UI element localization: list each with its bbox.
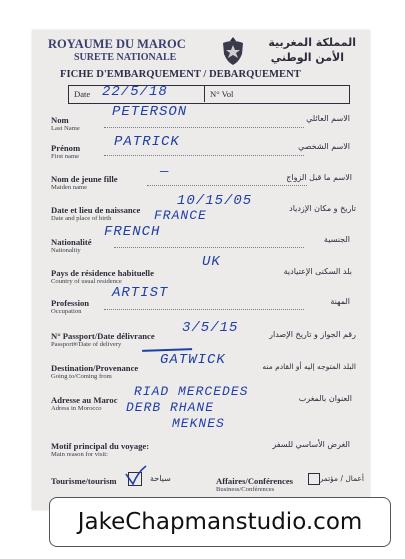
birth-sub: Date and place of birth	[51, 215, 112, 222]
residence-value[interactable]: UK	[202, 254, 221, 270]
surete-title-ar: الأمن الوطني	[270, 51, 344, 64]
prenom-value[interactable]: PATRICK	[114, 134, 180, 150]
address-line1[interactable]: RIAD MERCEDES	[134, 384, 249, 399]
nationality-value[interactable]: FRENCH	[104, 224, 161, 240]
residence-ar: بلد السكنى الإعتيادية	[283, 267, 352, 276]
motif-ar: الغرض الأساسي للسفر	[272, 440, 350, 449]
nom-ar: الاسم العائلي	[306, 114, 350, 123]
destination-label: Destination/Provenance	[51, 363, 139, 373]
motif-sub: Main reason for visit:	[51, 451, 108, 458]
destination-ar: البلد المتوجه إليه أو القادم منه	[262, 362, 356, 371]
profession-value[interactable]: ARTIST	[112, 285, 169, 301]
birth-label: Date et lieu de naissance	[51, 205, 141, 215]
nationality-ar: الجنسية	[323, 235, 350, 244]
maiden-ar: الاسم ما قبل الزواج	[286, 173, 352, 182]
nationality-sub: Nationality	[51, 247, 81, 254]
passport-label: N° Passport/Date délivrance	[51, 331, 155, 341]
coat-of-arms-icon	[220, 36, 246, 66]
birth-date-value[interactable]: 10/15/05	[177, 193, 253, 209]
profession-label: Profession	[51, 298, 90, 308]
business-label: Affaires/Conférences	[216, 476, 294, 486]
address-label: Adresse au Maroc	[51, 395, 118, 405]
form-title: FICHE D'EMBARQUEMENT / DEBARQUEMENT	[60, 69, 301, 80]
nationality-line	[114, 247, 304, 248]
nom-label: Nom	[51, 115, 69, 125]
passport-value[interactable]: 3/5/15	[182, 320, 239, 336]
kingdom-title: ROYAUME DU MAROC	[48, 37, 186, 51]
residence-sub: Country of usual residence	[51, 278, 122, 285]
prenom-line	[104, 155, 304, 156]
boarding-card	[32, 30, 370, 510]
residence-label: Pays de résidence habituelle	[51, 268, 154, 278]
profession-line	[104, 309, 304, 310]
address-line3[interactable]: MEKNES	[172, 416, 225, 431]
motif-label: Motif principal du voyage:	[51, 441, 150, 451]
address-ar: العنوان بالمغرب	[298, 394, 352, 403]
prenom-ar: الاسم الشخصي	[298, 142, 350, 151]
maiden-value[interactable]: —	[160, 164, 170, 180]
maiden-line	[147, 185, 307, 186]
check-mark-icon	[122, 464, 148, 486]
address-sub: Adress in Morocco	[51, 405, 102, 412]
passport-sub: Passport#/Date of delivery	[51, 341, 122, 348]
nom-value[interactable]: PETERSON	[112, 104, 188, 120]
tourism-label: Tourisme/tourism	[51, 476, 117, 486]
business-checkbox[interactable]	[308, 473, 320, 485]
business-ar: أعمال / مؤتمر	[319, 474, 364, 483]
destination-value[interactable]: GATWICK	[160, 352, 226, 368]
birth-ar: تاريخ و مكان الإزدياد	[289, 204, 356, 213]
nationality-label: Nationalité	[51, 237, 92, 247]
birth-place-value[interactable]: FRANCE	[154, 208, 207, 223]
maiden-label: Nom de jeune fille	[51, 174, 118, 184]
date-label: Date	[74, 89, 91, 99]
maiden-sub: Maiden name	[51, 184, 88, 191]
tourism-ar: سياحة	[150, 474, 171, 483]
passport-ar: رقم الجواز و تاريخ الإصدار	[269, 330, 356, 339]
vol-label: N° Vol	[210, 89, 234, 99]
surete-title: SURETE NATIONALE	[74, 52, 177, 63]
nom-line	[104, 127, 304, 128]
prenom-label: Prénom	[51, 143, 81, 153]
passport-scribble	[142, 342, 192, 352]
watermark-banner: JakeChapmanstudio.com	[49, 497, 391, 547]
date-divider	[204, 85, 205, 102]
profession-sub: Occupation	[51, 308, 82, 315]
date-value[interactable]: 22/5/18	[102, 84, 168, 100]
profession-ar: المهنة	[330, 297, 350, 306]
kingdom-title-ar: المملكة المغربية	[268, 36, 356, 49]
business-sub: Business/Conférences	[216, 486, 275, 493]
address-line2[interactable]: DERB RHANE	[126, 400, 215, 415]
nom-sub: Last Name	[51, 125, 80, 132]
prenom-sub: First name	[51, 153, 80, 160]
destination-sub: Going to/Coming from	[51, 373, 112, 380]
